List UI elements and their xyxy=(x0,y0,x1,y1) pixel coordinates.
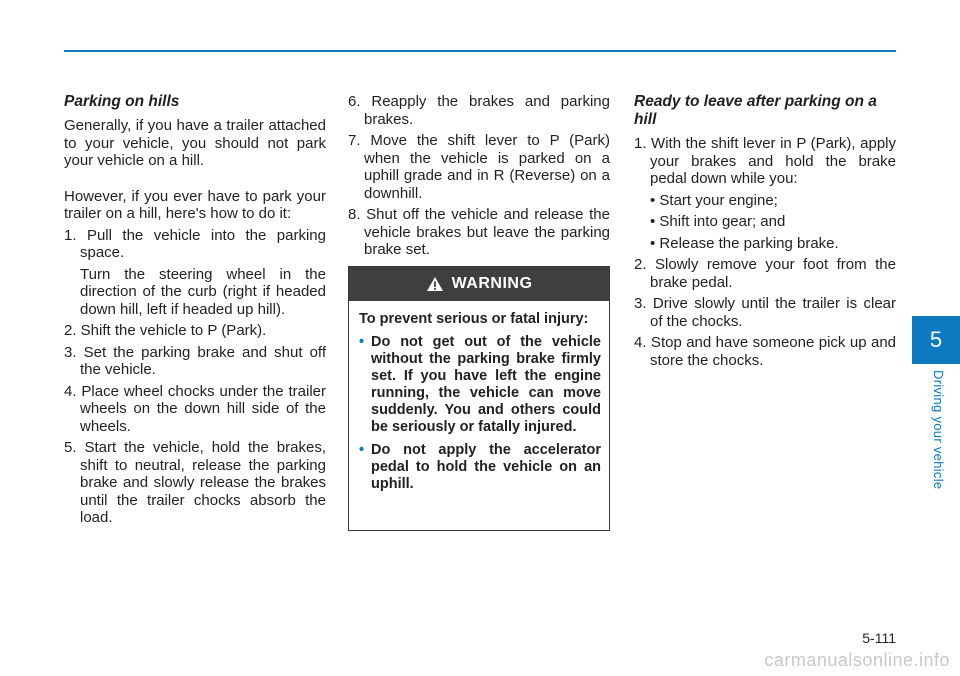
warning-list xyxy=(359,334,601,493)
paragraph-howto: However, if you ever have to park your trailer on a hill, here's how to do it: xyxy=(64,187,326,222)
step-4: 4. Stop and have someone pick up and store the chocks. xyxy=(634,334,896,369)
section-heading-ready-to-leave: Ready to leave after parking on a hill xyxy=(634,93,877,128)
warning-body xyxy=(349,301,609,493)
step-2: 2. Shift the vehicle to P (Park). xyxy=(64,322,267,339)
bullet-icon: • xyxy=(359,334,365,350)
step-5: 5. Start the vehicle, hold the brakes, shift to neutral, release the parking brake and slowly release the brakes until the trailer chocks absorb the load. xyxy=(64,439,326,526)
step-7: 7. Move the shift lever to P (Park) when the vehicle is parked on a uphill grade and in R (Reverse) on a downhill. xyxy=(348,132,610,202)
step-8: 8. Shut off the vehicle and release the vehicle brakes but leave the parking brake set. xyxy=(348,206,610,258)
chapter-tab xyxy=(912,316,960,364)
warning-triangle-icon xyxy=(426,276,444,292)
step-3: 3. Set the parking brake and shut off the vehicle. xyxy=(64,343,326,378)
warning-item: • Do not apply the accelerator pedal to hold the vehicle on an uphill. xyxy=(359,442,601,492)
top-rule xyxy=(64,50,896,52)
column-left xyxy=(64,93,326,527)
steps-list-1 xyxy=(64,227,326,527)
paragraph-intro: Generally, if you have a trailer attached to your vehicle, you should not park your vehicle on a hill. xyxy=(64,117,326,169)
page-number: 5-111 xyxy=(862,630,896,646)
step-4: 4. Place wheel chocks under the trailer wheels on the down hill side of the wheels. xyxy=(64,382,326,435)
step-1-detail: Turn the steering wheel in the direction of the curb (right if headed down hill, left if headed up hill). xyxy=(80,265,326,318)
bullet-item: • Start your engine; xyxy=(650,191,778,209)
watermark: carmanualsonline.info xyxy=(764,650,950,670)
column-right xyxy=(634,93,896,369)
step-2: 2. Slowly remove your foot from the brake pedal. xyxy=(634,256,896,291)
bullet-item: • Release the parking brake. xyxy=(650,234,839,252)
bullet-icon: • xyxy=(359,442,365,458)
step-6: 6. Reapply the brakes and parking brakes. xyxy=(348,93,610,128)
step-1: 1. Pull the vehicle into the parking space. xyxy=(64,226,326,261)
warning-title: WARNING xyxy=(451,275,533,292)
steps-list-2 xyxy=(348,93,610,259)
step-1: 1. With the shift lever in P (Park), apply your brakes and hold the brake pedal down while you: xyxy=(634,135,896,187)
section-heading-parking-on-hills: Parking on hills xyxy=(64,93,180,110)
warning-item: • Do not get out of the vehicle without the parking brake firmly set. If you have left the engine running, the vehicle can move suddenly. You and others could be seriously or fatally injured. xyxy=(359,334,601,435)
steps-list-4 xyxy=(634,256,896,369)
warning-intro: To prevent serious or fatal injury: xyxy=(359,311,589,327)
chapter-title: Driving your vehicle xyxy=(931,370,946,490)
column-middle xyxy=(348,93,610,259)
sub-bullets xyxy=(634,192,896,253)
step-3: 3. Drive slowly until the trailer is clear of the chocks. xyxy=(634,295,896,330)
warning-box xyxy=(348,266,610,531)
chapter-number: 5 xyxy=(929,327,943,352)
warning-header xyxy=(349,267,609,301)
steps-list-3 xyxy=(634,135,896,188)
bullet-item: • Shift into gear; and xyxy=(650,213,786,230)
